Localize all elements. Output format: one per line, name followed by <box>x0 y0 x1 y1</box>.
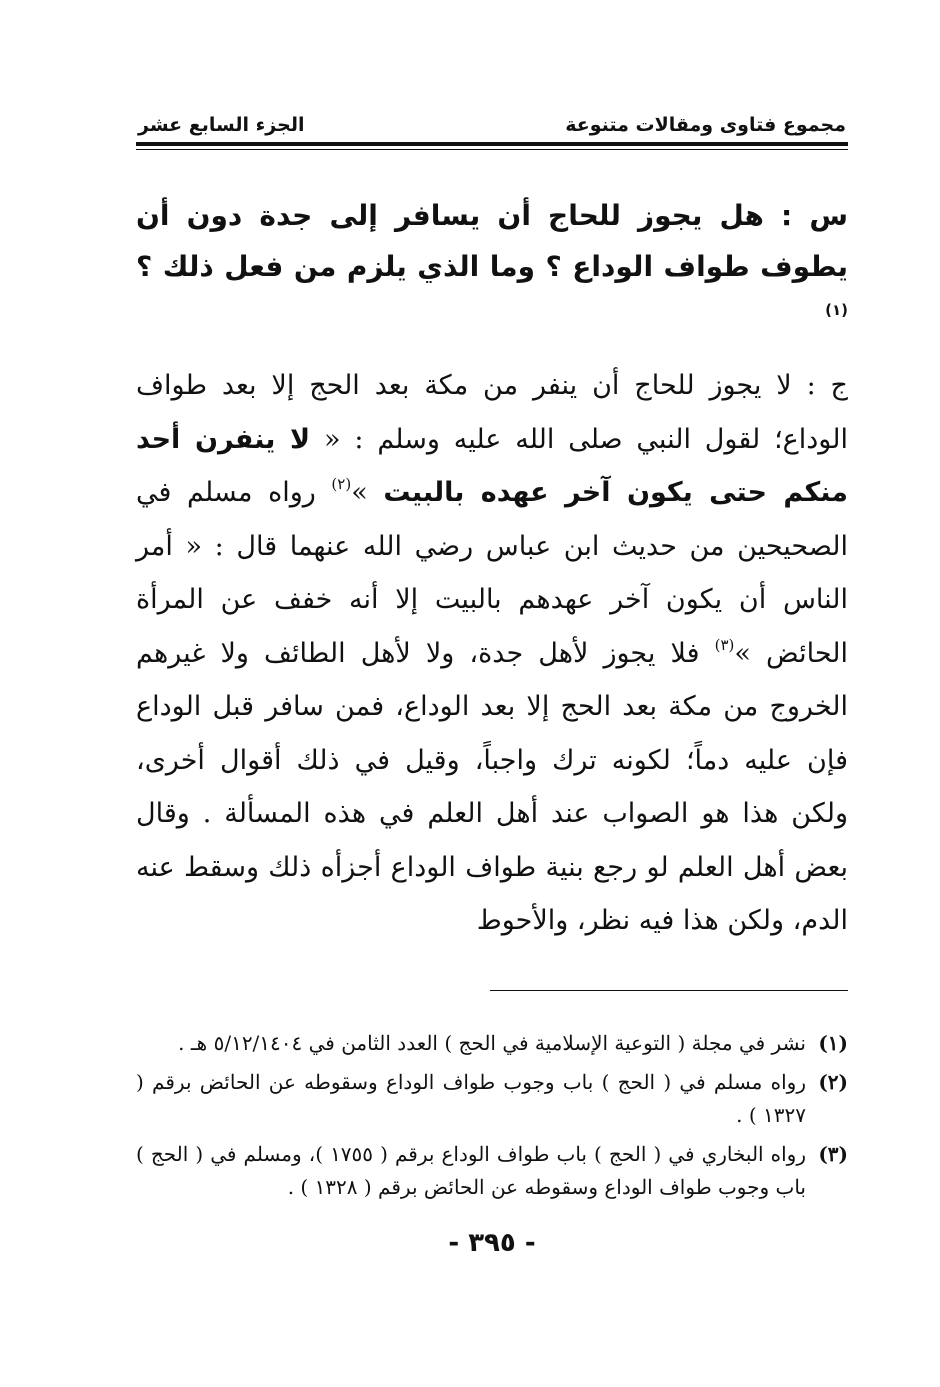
footnote-3 <box>136 1138 848 1204</box>
footnote-number: (٢) <box>818 1069 848 1094</box>
book-title: مجموع فتاوى ومقالات متنوعة <box>565 114 846 136</box>
answer-paragraph <box>136 359 848 948</box>
footnote-separator <box>490 990 848 991</box>
footnote-1 <box>136 1027 848 1060</box>
footnote-ref-3[interactable]: (٣) <box>714 635 735 654</box>
answer-text-ruling: فلا يجوز لأهل جدة، ولا لأهل الطائف ولا غيرهم الخروج من مكة بعد الحج إلا بعد الوداع، فمن سافر قبل الوداع فإن عليه دماً؛ لكونه ترك واجباً، وقيل في ذلك أقوال أخرى، ولكن هذا هو الصواب عند أهل العلم في هذه المسألة . وقال بعض أهل العلم لو رجع بنية طواف الوداع أجزأه ذلك وسقط عنه الدم، ولكن هذا فيه نظر، والأحوط <box>136 637 848 936</box>
hadith-quote: لا ينفرن أحد منكم حتى يكون آخر عهده بالبيت <box>136 423 848 508</box>
running-header <box>136 108 848 138</box>
answer-text-narration: رواه مسلم في الصحيحين من حديث ابن عباس رضي الله عنهما قال : « أمر الناس أن يكون آخر عهدهم بالبيت إلا أنه خفف عن المرأة الحائض » <box>136 477 848 669</box>
book-page <box>136 108 848 1258</box>
footnote-number: (٣) <box>818 1141 848 1166</box>
footnote-2 <box>136 1066 848 1132</box>
volume-label: الجزء السابع عشر <box>138 114 305 136</box>
quote-close: » <box>351 477 368 508</box>
footnote-number: (١) <box>818 1030 848 1055</box>
footnote-text: رواه مسلم في ( الحج ) باب وجوب طواف الوداع وسقوطه عن الحائض برقم ( ١٣٢٧ ) . <box>136 1069 806 1127</box>
question-paragraph <box>136 190 848 343</box>
header-rule <box>136 142 848 146</box>
answer-text-intro: ج : لا يجوز للحاج أن ينفر من مكة بعد الحج إلا بعد طواف الوداع؛ لقول النبي صلى الله عليه وسلم : « <box>136 370 848 455</box>
footnote-text: رواه البخاري في ( الحج ) باب طواف الوداع برقم ( ١٧٥٥ )، ومسلم في ( الحج ) باب وجوب طواف الوداع وسقوطه عن الحائض برقم ( ١٣٢٨ ) . <box>136 1141 806 1199</box>
footnote-ref-2[interactable]: (٢) <box>331 475 352 493</box>
question-text: س : هل يجوز للحاج أن يسافر إلى جدة دون أن يطوف طواف الوداع ؟ وما الذي يلزم من فعل ذلك ؟ <box>136 199 848 283</box>
header-rule-thin <box>136 149 848 150</box>
footnotes <box>136 1027 848 1204</box>
page-number: - ٣٩٥ - <box>448 1227 536 1258</box>
footnote-text: نشر في مجلة ( التوعية الإسلامية في الحج ) العدد الثامن في ٥/١٢/١٤٠٤ هـ . <box>178 1030 806 1055</box>
footnote-ref-1[interactable]: (١) <box>825 301 848 319</box>
